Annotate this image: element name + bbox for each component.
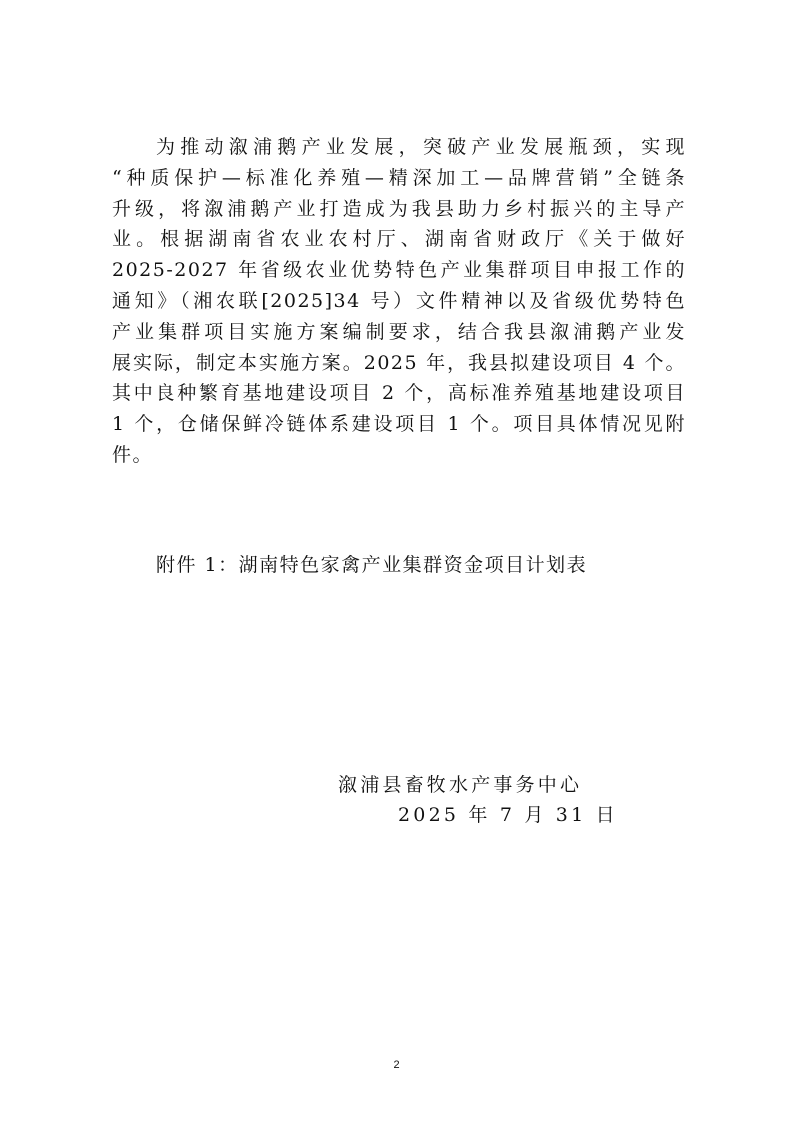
paragraph-line: 2025-2027 年省级农业优势特色产业集群项目申报工作的 [112, 259, 686, 282]
paragraph-line: 升级，将溆浦鹅产业打造成为我县助力乡村振兴的主导产 [112, 197, 686, 220]
paragraph-line: 为推动溆浦鹅产业发展，突破产业发展瓶颈，实现 [156, 136, 686, 158]
paragraph-line: 1 个，仓储保鲜冷链体系建设项目 1 个。项目具体情况见附 [112, 413, 686, 436]
paragraph-line: 产业集群项目实施方案编制要求，结合我县溆浦鹅产业发 [112, 320, 686, 343]
paragraph-line: 展实际，制定本实施方案。2025 年，我县拟建设项目 4 个。 [112, 351, 686, 374]
paragraph-line: “种质保护—标准化养殖—精深加工—品牌营销”全链条 [112, 166, 686, 189]
paragraph-line: 其中良种繁育基地建设项目 2 个，高标准养殖基地建设项目 [112, 382, 686, 405]
paragraph-line: 通知》（湘农联[2025]34 号）文件精神以及省级优势特色 [112, 289, 686, 312]
signature-block [338, 770, 638, 830]
body-paragraph [112, 132, 686, 471]
paragraph-line: 业。根据湖南省农业农村厅、湖南省财政厅《关于做好 [112, 228, 686, 251]
attachment-note: 附件 1：湖南特色家禽产业集群资金项目计划表 [156, 554, 588, 576]
page-number: 2 [393, 1059, 400, 1071]
signature-organization: 溆浦县畜牧水产事务中心 [338, 774, 583, 796]
paragraph-line: 件。 [112, 443, 154, 466]
signature-date: 2025 年 7 月 31 日 [398, 804, 618, 826]
